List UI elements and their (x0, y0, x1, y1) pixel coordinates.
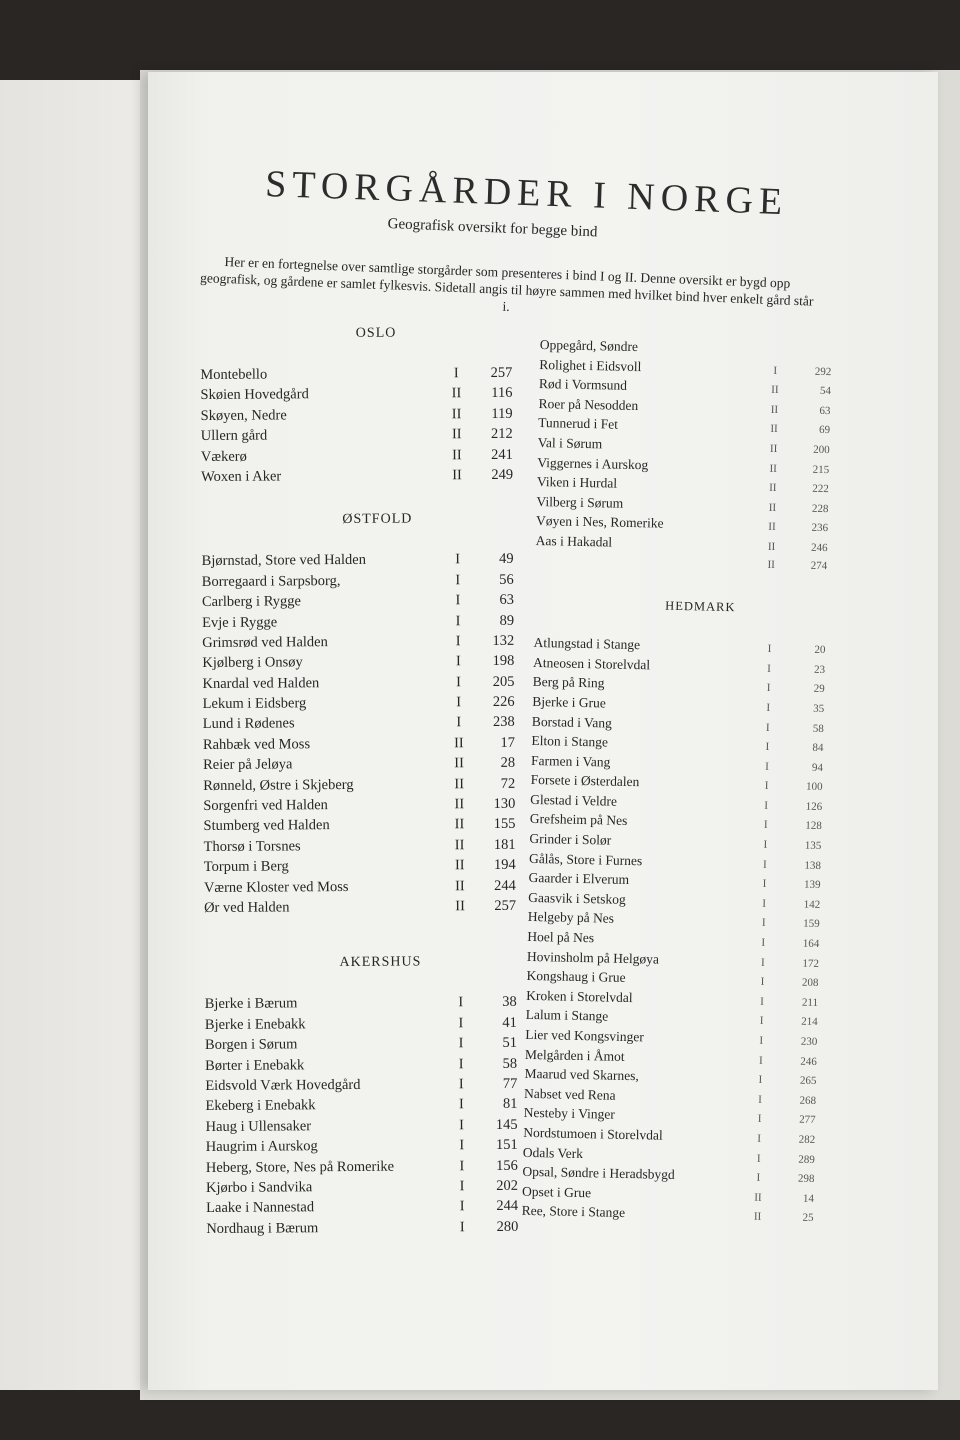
farm-name: Tunnerud i Fet (538, 415, 619, 433)
volume-number (756, 354, 796, 355)
volume-number: II (771, 384, 779, 397)
list-item (204, 855, 516, 878)
volume-number: II (451, 385, 462, 402)
volume-number: I (458, 1096, 464, 1113)
farm-name: Opset i Grue (521, 1183, 592, 1201)
volume-number: I (456, 673, 461, 690)
farm-name: Montebello (200, 366, 268, 383)
farm-name: Rolighet i Eidsvoll (539, 356, 642, 374)
volume-number: I (764, 799, 769, 812)
volume-number: I (767, 662, 772, 675)
farm-name: Lier ved Kongsvinger (525, 1026, 644, 1045)
farm-name: Haug i Ullensaker (205, 1117, 312, 1135)
volume-number: I (760, 975, 765, 989)
volume-number: II (769, 442, 778, 455)
list-item (206, 1135, 518, 1158)
page-number: 35 (813, 702, 825, 715)
page-number: 138 (804, 859, 822, 872)
farm-name: Carlberg i Rygge (201, 593, 302, 611)
list-item (203, 733, 515, 756)
page-number: 215 (812, 463, 830, 476)
page-number: 249 (491, 466, 514, 483)
list-item (206, 1196, 518, 1219)
farm-name: Værne Kloster ved Moss (203, 878, 349, 896)
volume-number: I (773, 364, 778, 377)
page-number: 181 (493, 836, 516, 853)
farm-name: Gålås, Store i Furnes (528, 850, 643, 868)
page-number: 29 (813, 683, 825, 696)
farm-name: Sorgenfri ved Halden (203, 797, 328, 815)
volume-number: I (765, 721, 770, 734)
volume-number: I (765, 740, 770, 753)
page-number: 51 (502, 1034, 518, 1052)
volume-number: I (761, 936, 766, 949)
farm-name: Ullern gård (200, 427, 268, 445)
page-number: 151 (495, 1136, 518, 1154)
page-number: 214 (801, 1016, 818, 1029)
farm-name: Bjørnstad, Store ved Halden (201, 552, 367, 570)
farm-name: Thorsø i Torsnes (203, 838, 301, 855)
page-number: 54 (819, 385, 832, 398)
farm-name: Borgen i Sørum (204, 1036, 298, 1054)
volume-number: I (458, 1014, 464, 1031)
page-number: 230 (800, 1035, 818, 1048)
page-number: 172 (802, 957, 820, 970)
farm-name: Viken i Hurdal (536, 474, 618, 491)
farm-name: Hoel på Nes (527, 928, 595, 946)
farm-name: Skøyen, Nedre (200, 407, 287, 424)
farm-name: Lekum i Eidsberg (202, 695, 307, 713)
page-number: 238 (492, 714, 515, 731)
list-item (204, 875, 516, 898)
list-item (206, 1115, 518, 1138)
region-heading: ØSTFOLD (342, 511, 413, 528)
page-subtitle: Geografisk oversikt for begge bind (387, 216, 598, 241)
page-number: 41 (502, 1014, 517, 1031)
volume-number: I (455, 551, 461, 568)
farm-name: Borstad i Vang (531, 713, 613, 731)
page-number: 119 (491, 405, 513, 422)
region-heading: OSLO (355, 325, 397, 341)
page-number: 211 (801, 996, 819, 1009)
farm-name: Bjerke i Enebakk (204, 1016, 306, 1033)
volume-number: I (456, 694, 462, 711)
region-section (201, 485, 516, 918)
page-number: 226 (492, 693, 515, 711)
page-number: 126 (805, 800, 823, 813)
farm-name: Ør ved Halden (204, 899, 290, 916)
farm-name: Bjerke i Bærum (204, 995, 298, 1013)
list-item (201, 444, 513, 467)
list-item (203, 692, 515, 715)
page-number: 289 (798, 1153, 815, 1166)
list-item (200, 363, 512, 386)
farm-name: Kroken i Storelvdal (526, 987, 633, 1005)
farm-name: Ekeberg i Enebakk (205, 1097, 316, 1115)
farm-name: Rønneld, Østre i Skjeberg (203, 776, 354, 794)
volume-number: II (768, 501, 777, 514)
page-number: 58 (502, 1055, 518, 1072)
farm-name: Nesteby i Vinger (523, 1105, 616, 1123)
list-item (201, 424, 513, 447)
farm-name: Val i Sørum (537, 434, 603, 452)
farm-name: Oppegård, Søndre (539, 336, 639, 355)
list-item (205, 1013, 517, 1036)
list-item (202, 549, 514, 572)
page-number: 298 (797, 1172, 815, 1186)
volume-number: I (762, 858, 767, 871)
volume-number: II (454, 796, 465, 813)
list-item (205, 992, 517, 1015)
page-number: 202 (496, 1177, 519, 1194)
farm-name: Kjølberg i Onsøy (202, 654, 303, 672)
page-number: 198 (492, 653, 515, 670)
volume-number: I (762, 897, 767, 910)
volume-number: I (763, 838, 768, 851)
farm-name: Grefsheim på Nes (529, 811, 628, 829)
region-section (521, 570, 827, 1227)
page-number: 128 (805, 820, 822, 833)
volume-number: I (456, 714, 462, 731)
continued-list (535, 335, 832, 576)
volume-number: I (459, 1218, 465, 1235)
volume-number: I (756, 1171, 761, 1184)
page-number: 58 (812, 722, 824, 735)
page-number: 130 (493, 795, 516, 812)
page-number: 292 (814, 365, 832, 378)
farm-name: Heberg, Store, Nes på Romerike (205, 1158, 395, 1176)
page-number: 268 (799, 1094, 817, 1107)
volume-number: I (758, 1093, 762, 1106)
page-number: 49 (499, 551, 514, 568)
page-number: 69 (818, 424, 831, 437)
volume-number: I (764, 780, 769, 793)
region-section (200, 325, 513, 488)
list-item (202, 570, 514, 593)
farm-name: Nordhaug i Bærum (206, 1219, 319, 1237)
volume-number: I (455, 633, 461, 650)
page-number: 159 (803, 918, 820, 931)
page-number: 20 (814, 643, 826, 657)
list-item (206, 1155, 518, 1178)
list-item (206, 1176, 518, 1199)
page-number: 132 (492, 632, 515, 649)
volume-number: I (756, 1152, 761, 1165)
right-column (521, 335, 831, 1227)
farm-name: Aas i Hakadal (535, 532, 613, 550)
page-number: 63 (819, 404, 831, 417)
volume-number: II (455, 877, 465, 894)
farm-name: Woxen i Aker (200, 468, 282, 485)
volume-number: I (763, 819, 768, 832)
volume-number: II (451, 426, 462, 443)
page-number: 28 (500, 755, 516, 772)
page-number: 244 (496, 1198, 519, 1215)
volume-number: I (762, 878, 767, 891)
volume-number: I (455, 571, 461, 588)
volume-number: II (770, 423, 778, 436)
list-item (203, 773, 515, 796)
page-number: 38 (502, 994, 517, 1011)
book-page (148, 72, 938, 1390)
farm-name: Grimsrød ved Halden (202, 634, 328, 651)
page-number: 100 (805, 780, 823, 794)
volume-number: I (758, 1054, 763, 1067)
page-number (796, 354, 832, 355)
farm-name: Hovinsholm på Helgøya (526, 948, 660, 967)
page-number: 135 (804, 839, 822, 853)
page-number: 17 (500, 734, 515, 751)
farm-name: Nabset ved Rena (523, 1085, 616, 1103)
volume-number: I (766, 682, 771, 695)
farm-name: Bjerke i Grue (532, 693, 606, 711)
volume-number: II (768, 521, 776, 534)
volume-number: I (759, 1015, 764, 1028)
page-number: 257 (490, 364, 513, 381)
volume-number: II (452, 467, 462, 484)
farm-name: Reier på Jeløya (203, 756, 293, 774)
page-number: 23 (813, 663, 826, 676)
page-number: 200 (813, 443, 830, 457)
volume-number: I (453, 365, 459, 382)
farm-name (535, 562, 751, 567)
volume-number: II (454, 857, 465, 874)
volume-number: I (759, 1034, 764, 1047)
volume-number: I (765, 760, 769, 773)
farm-name: Roer på Nesodden (538, 395, 639, 413)
farm-name: Stumberg ved Halden (203, 817, 330, 835)
volume-number: II (769, 481, 777, 495)
farm-name: Vilberg i Sørum (536, 493, 624, 511)
page-number: 208 (801, 976, 819, 990)
volume-number: II (451, 446, 462, 463)
volume-number: II (754, 1191, 762, 1204)
farm-name: Farmen i Vang (530, 752, 611, 770)
page-number: 94 (811, 761, 824, 774)
page-number: 84 (812, 741, 824, 755)
page-number: 56 (499, 571, 514, 588)
farm-name: Nordstumoen i Storelvdal (523, 1124, 663, 1143)
volume-number: II (767, 540, 776, 553)
farm-name: Knardal ved Halden (202, 674, 320, 692)
volume-number: I (459, 1157, 465, 1174)
farm-name: Glestad i Veldre (530, 791, 618, 809)
page-number: 77 (502, 1075, 518, 1092)
farm-name: Maarud ved Skarnes, (524, 1066, 640, 1084)
page-number: 282 (798, 1133, 816, 1146)
page-number: 244 (494, 877, 516, 894)
list-item (204, 835, 516, 858)
intro-paragraph: Her er en fortegnelse over samtlige storgårder som presenteres i bind I og II. Denne oversikt er bygd opp geografisk, og gårdene er samlet fylkesvis. Sidetall angis til høyre sammen med hvilket bind hver enkelt gård står i. (199, 254, 814, 315)
volume-number: I (767, 642, 772, 656)
farm-name: Melgården i Åmot (524, 1046, 625, 1064)
page-number: 241 (491, 446, 513, 463)
volume-number: II (767, 558, 776, 571)
farm-name: Torpum i Berg (203, 858, 289, 876)
page-number: 274 (810, 559, 828, 572)
page-number: 72 (500, 775, 516, 792)
page-number: 155 (493, 816, 516, 833)
farm-name: Odals Verk (522, 1144, 584, 1161)
page-number: 89 (499, 612, 515, 629)
list-item (200, 383, 512, 406)
farm-name: Gaasvik i Setskog (528, 889, 626, 907)
volume-number: II (454, 816, 465, 833)
volume-number: II (454, 775, 465, 792)
list-item (203, 753, 515, 776)
page-number: 277 (798, 1113, 816, 1127)
region-heading: HEDMARK (665, 598, 736, 615)
farm-name: Kongshaug i Grue (526, 968, 626, 986)
farm-name: Skøien Hovedgård (200, 386, 309, 404)
list-item (204, 896, 516, 919)
list-item (205, 1094, 517, 1117)
farm-name: Lalum i Stange (525, 1007, 609, 1024)
volume-number: I (455, 653, 461, 670)
farm-name: Eidsvold Værk Hovedgård (205, 1076, 361, 1094)
volume-number: II (451, 405, 462, 423)
volume-number: I (455, 612, 461, 629)
volume-number: I (760, 956, 765, 969)
volume-number: II (753, 1211, 762, 1224)
volume-number: I (757, 1113, 762, 1126)
farm-name: Atlungstad i Stange (533, 635, 641, 653)
volume-number: II (770, 403, 779, 416)
list-item (205, 1033, 517, 1056)
list-item (202, 610, 514, 633)
volume-number: I (757, 1132, 762, 1145)
volume-number: II (454, 755, 464, 772)
page-number: 63 (499, 591, 514, 609)
list-item (203, 794, 515, 817)
volume-number: I (458, 1055, 464, 1072)
page-number: 25 (802, 1212, 814, 1225)
page-number: 142 (803, 898, 821, 911)
page-number: 246 (810, 541, 828, 555)
volume-number: I (758, 1073, 763, 1087)
volume-number: I (459, 1137, 465, 1154)
page-number: 257 (494, 897, 517, 914)
farm-name: Gaarder i Elverum (528, 870, 630, 888)
farm-name: Forsete i Østerdalen (530, 772, 640, 790)
page-number: 228 (811, 502, 829, 515)
list-item (201, 465, 513, 488)
volume-number: II (454, 735, 464, 752)
farm-name: Helgeby på Nes (527, 909, 615, 927)
list-item (205, 1074, 517, 1097)
page-number: 222 (812, 482, 829, 496)
page-number: 116 (491, 385, 513, 402)
farm-name: Laake i Nannestad (206, 1199, 315, 1217)
farm-name: Rahbæk ved Moss (202, 736, 311, 753)
page-number: 164 (802, 937, 820, 951)
farm-name: Lund i Rødenes (202, 715, 295, 733)
page-number: 280 (496, 1218, 519, 1235)
page-number: 14 (802, 1192, 815, 1205)
volume-number: I (459, 1116, 465, 1133)
region-heading: AKERSHUS (339, 954, 422, 971)
list-item (203, 814, 515, 837)
farm-name: Elton i Stange (531, 733, 609, 750)
farm-name: Haugrim i Aurskog (205, 1138, 318, 1156)
list-item (206, 1216, 518, 1239)
volume-number: I (458, 994, 464, 1011)
list-item (202, 651, 514, 674)
region-section (204, 916, 518, 1239)
volume-number: I (455, 592, 461, 609)
volume-number: I (458, 1035, 464, 1052)
page-number: 246 (800, 1055, 817, 1068)
page-number: 194 (493, 857, 516, 874)
volume-number: I (459, 1178, 465, 1195)
list-item (202, 672, 514, 695)
farm-name: Evje i Rygge (202, 613, 278, 631)
page-number: 81 (502, 1096, 518, 1113)
volume-number: II (769, 462, 778, 475)
volume-number: II (454, 836, 465, 854)
farm-name: Borregaard i Sarpsborg, (201, 572, 341, 590)
page-number: 236 (811, 522, 829, 535)
page-number: 145 (495, 1116, 518, 1133)
volume-number: I (761, 917, 766, 930)
page-number: 139 (803, 878, 821, 892)
page-number: 205 (492, 673, 515, 690)
list-item (205, 1053, 517, 1076)
farm-name: Atneosen i Storelvdal (532, 654, 651, 673)
list-item (202, 631, 514, 654)
farm-name: Rød i Vormsund (538, 376, 628, 394)
volume-number: I (458, 1076, 464, 1093)
list-item (201, 404, 513, 427)
farm-name: Viggernes i Aurskog (537, 454, 649, 472)
list-item (203, 712, 515, 735)
farm-name: Kjørbo i Sandvika (205, 1179, 313, 1196)
page-number: 212 (490, 425, 513, 443)
farm-name: Berg på Ring (532, 674, 605, 691)
list-item (202, 590, 514, 613)
page-number: 265 (799, 1074, 817, 1088)
page-title: STORGÅRDER I NORGE (264, 162, 789, 224)
volume-number: I (760, 995, 765, 1008)
farm-name: Grinder i Solør (529, 830, 612, 848)
farm-name: Børter i Enebakk (205, 1056, 305, 1074)
farm-name: Vækerø (200, 448, 247, 465)
volume-number: II (455, 898, 465, 915)
page-number: 156 (496, 1157, 518, 1174)
farm-name: Opsal, Søndre i Heradsbygd (522, 1163, 675, 1183)
volume-number: I (766, 701, 771, 714)
volume-number: I (459, 1198, 465, 1215)
farm-name: Ree, Store i Stange (521, 1203, 626, 1221)
farm-name: Vøyen i Nes, Romerike (535, 513, 664, 531)
left-column (200, 325, 518, 1239)
